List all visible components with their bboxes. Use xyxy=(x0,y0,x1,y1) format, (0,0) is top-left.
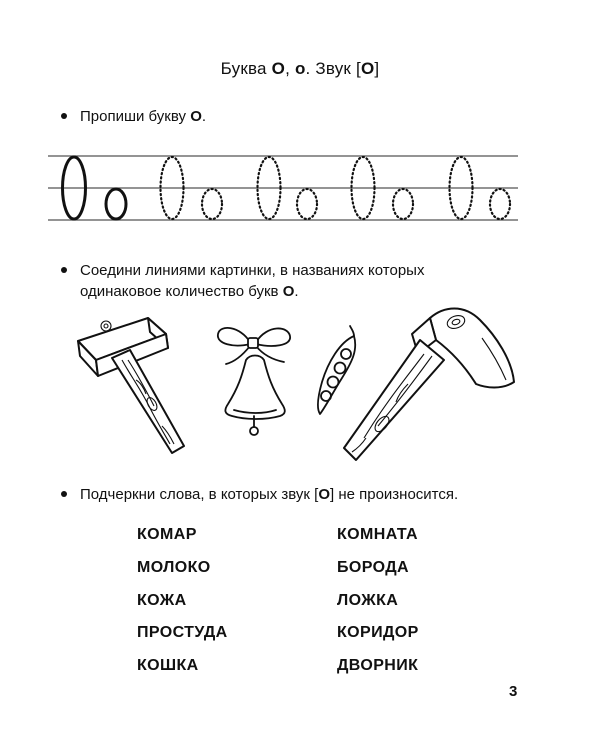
task3-bullet xyxy=(61,491,67,497)
task3-text-before: Подчеркни слова, в которых звук [ xyxy=(80,486,319,503)
word-left-5[interactable]: КОШКА xyxy=(137,657,199,674)
task2-line2-text: одинаковое количество букв xyxy=(80,283,279,300)
task1-text: Пропиши букву xyxy=(80,108,187,125)
task1-bullet xyxy=(61,113,67,119)
task2-instruction xyxy=(80,260,516,281)
hammer-icon[interactable] xyxy=(70,308,200,463)
word-left-4[interactable]: ПРОСТУДА xyxy=(137,624,228,641)
word-left-3[interactable]: КОЖА xyxy=(137,592,187,609)
axe-icon[interactable] xyxy=(336,298,526,473)
title-bracket-open: [ xyxy=(356,59,361,78)
word-left-1[interactable]: КОМАР xyxy=(137,526,197,543)
task2-line2-end: . xyxy=(294,283,299,300)
task1-end: . xyxy=(201,108,207,125)
title-comma: , xyxy=(285,59,290,78)
title-word-bukva: Буква xyxy=(220,59,267,78)
word-right-2[interactable]: БОРОДА xyxy=(337,559,409,576)
bell-icon[interactable] xyxy=(210,318,300,443)
task2-instruction-line2 xyxy=(80,281,299,302)
task2-line1: Соедини линиями картинки, в названиях которых xyxy=(80,262,425,279)
word-left-2[interactable]: МОЛОКО xyxy=(137,559,211,576)
dotted-small-letter-o xyxy=(297,189,317,219)
page-title xyxy=(0,59,600,79)
handwriting-practice-lines[interactable] xyxy=(48,140,518,230)
task3-sound: О xyxy=(318,486,330,503)
task2-line2-letter: О xyxy=(282,283,295,300)
word-right-5[interactable]: ДВОРНИК xyxy=(337,657,419,674)
dotted-small-letter-o xyxy=(393,189,413,219)
word-right-3[interactable]: ЛОЖКА xyxy=(337,592,399,609)
task1-instruction xyxy=(80,106,206,127)
sample-small-letter-o xyxy=(106,189,126,219)
title-sound: О xyxy=(360,59,375,78)
word-right-1[interactable]: КОМНАТА xyxy=(337,526,418,543)
task1-letter: О xyxy=(190,108,202,125)
word-right-4[interactable]: КОРИДОР xyxy=(337,624,419,641)
dotted-small-letter-o xyxy=(490,189,510,219)
title-dot: . xyxy=(305,59,311,78)
task2-bullet xyxy=(61,267,67,273)
page-number: 3 xyxy=(509,683,518,700)
title-word-zvuk: Звук xyxy=(315,59,352,78)
title-lower-letter: о xyxy=(294,59,306,78)
task3-instruction xyxy=(80,484,458,505)
task3-text-after: ] не произносится. xyxy=(329,486,459,503)
title-upper-letter: О xyxy=(271,59,286,78)
title-bracket-close: ] xyxy=(374,59,380,78)
dotted-small-letter-o xyxy=(202,189,222,219)
